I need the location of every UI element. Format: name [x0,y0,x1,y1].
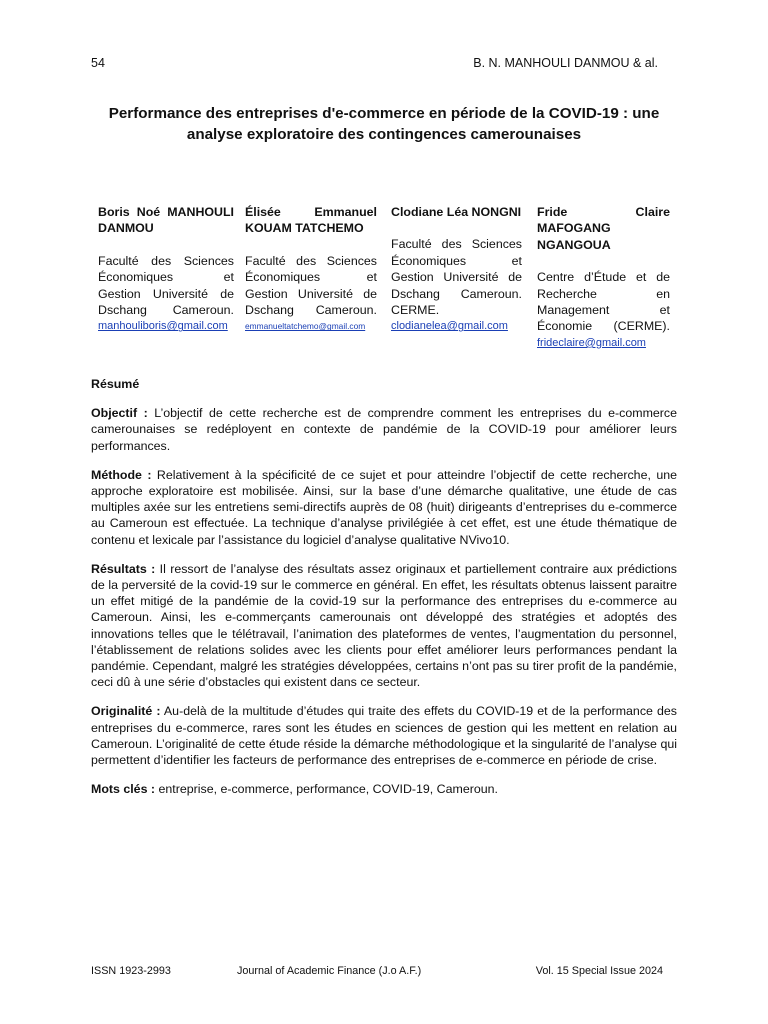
footer-volume: Vol. 15 Special Issue 2024 [535,965,663,977]
author-4-affiliation [537,269,670,335]
abstract-methode [91,467,677,548]
paper-title-line-1: Performance des entreprises d'e-commerce en période de la COVID-19 : une [108,105,660,122]
author-2-affiliation-line-3: Gestion Université de [245,286,377,301]
originalite-text: Au-delà de la multitude d’études qui traite des effets du COVID-19 et de la performance des entreprises du e-commerce, rares sont les études en sciences de gestion qui les mettent en relation au Cameroun. L’originalité de cette étude réside la démarche méthodologique et la singularité de l’analyse qui permettent d’identifier les facteurs de performance des entreprises de e-commerce en période de crise. [91,704,677,768]
author-4-email-link[interactable]: frideclaire@gmail.com [537,336,646,349]
author-3-affiliation-line-5: CERME. [391,303,440,318]
author-3 [391,204,522,335]
author-3-affiliation-line-4: Dschang Cameroun. [391,286,522,301]
author-1 [98,204,234,335]
author-1-name [98,204,234,237]
footer-issn: ISSN 1923-2993 [91,965,171,977]
footer-journal: Journal of Academic Finance (J.o A.F.) [237,965,422,977]
author-1-affiliation-line-4: Dschang Cameroun. [98,303,234,318]
abstract-heading: Résumé [91,377,140,391]
author-2-affiliation-line-1: Faculté des Sciences [245,253,377,268]
abstract [91,376,677,810]
methode-label: Méthode : [91,467,152,482]
author-4-affiliation-line-2: Recherche en [537,286,670,301]
author-2 [245,204,377,335]
author-1-affiliation-line-2: Économiques et [98,270,234,285]
author-2-name [245,204,377,237]
abstract-resultats [91,561,677,691]
author-2-name-line-2: KOUAM TATCHEMO [245,221,364,236]
author-2-name-line-1: Élisée Emmanuel [245,205,377,219]
author-1-affiliation-line-3: Gestion Université de [98,286,234,301]
author-4-affiliation-line-4: Économie (CERME). [537,319,670,334]
author-list [98,204,670,354]
author-1-affiliation [98,253,234,319]
author-3-affiliation-line-1: Faculté des Sciences [391,237,522,252]
author-2-affiliation-line-4: Dschang Cameroun. [245,303,377,318]
resultats-label: Résultats : [91,561,156,576]
author-4-name [537,204,670,253]
author-1-affiliation-line-1: Faculté des Sciences [98,253,234,268]
page-number: 54 [91,56,105,70]
abstract-keywords [91,781,677,797]
page-footer [91,965,663,981]
author-2-email-link[interactable]: emmanueltatchemo@gmail.com [245,321,366,332]
keywords-text: entreprise, e-commerce, performance, COVID-19, Cameroun. [155,782,498,797]
resultats-text: Il ressort de l’analyse des résultats assez originaux et partiellement contraire aux prédictions de la perversité de la covid-19 sur le commerce en général. En effet, les résultats obtenus laissent paraitre un effet mitigé de la pandémie de la covid-19 sur la performance des entreprises du e-commerce au Cameroun. Ainsi, les e-commerçants camerounais ont développé des stratégies et adoptés des innovations telles que le télétravail, l’animation des plateformes de ventes, l’augmentation du personnel, l’établissement de relations solides avec les clients pour effet améliorer leurs performances pendant la pandémie. Cependant, malgré les stratégies développées, certains n’ont pas su tirer profit de la pandémie, ceci dû à une série d’obstacles qui existent dans ce secteur. [91,561,677,690]
author-3-affiliation-line-3: Gestion Université de [391,270,522,285]
abstract-originalite [91,703,677,768]
page-header [91,56,658,74]
author-3-name [391,204,522,220]
author-1-name-line-1: Boris Noé MANHOULI [98,205,234,219]
author-4-affiliation-line-1: Centre d’Étude et de [537,270,670,285]
author-4-name-line-3: NGANGOUA [537,237,611,252]
author-3-name-line-1: Clodiane Léa NONGNI [391,205,522,219]
paper-title [60,103,708,145]
author-1-name-line-2: DANMOU [98,221,154,236]
abstract-objectif [91,405,677,454]
author-4-name-line-1: Fride Claire [537,205,670,219]
methode-text: Relativement à la spécificité de ce sujet et pour atteindre l’objectif de cette recherche, une approche exploratoire est mobilisée. Ainsi, sur la base d’une démarche qualitative, une étude de cas multiples axée sur les entretiens semi-directifs auprès de 08 (huit) dirigeants d’entreprises du e-commerce au Cameroun est effectuée. La technique d’analyse privilégiée à cet effet, est une étude thématique de contenu et lexicale par l’assistance du logiciel d’analyse qualitative NVivo10. [91,467,677,547]
keywords-label: Mots clés : [91,782,156,797]
author-4-affiliation-line-3: Management et [537,303,670,318]
author-2-affiliation [245,253,377,319]
author-2-affiliation-line-2: Économiques et [245,270,377,285]
paper-title-line-2: analyse exploratoire des contingences camerounaises [186,126,582,143]
originalite-label: Originalité : [91,704,161,719]
running-title: B. N. MANHOULI DANMOU & al. [473,56,658,70]
objectif-text: L’objectif de cette recherche est de comprendre comment les entreprises du e-commerce camerounaises se redéployent en contexte de pandémie de la COVID-19 pour améliorer leurs performances. [91,406,677,453]
author-1-email-link[interactable]: manhouliboris@gmail.com [98,320,228,333]
objectif-label: Objectif : [91,406,148,421]
author-3-affiliation-line-2: Économiques et [391,253,522,268]
author-3-affiliation [391,236,522,318]
author-4-name-line-2: MAFOGANG [537,221,611,236]
author-4 [537,204,670,351]
author-3-email-link[interactable]: clodianelea@gmail.com [391,320,508,333]
